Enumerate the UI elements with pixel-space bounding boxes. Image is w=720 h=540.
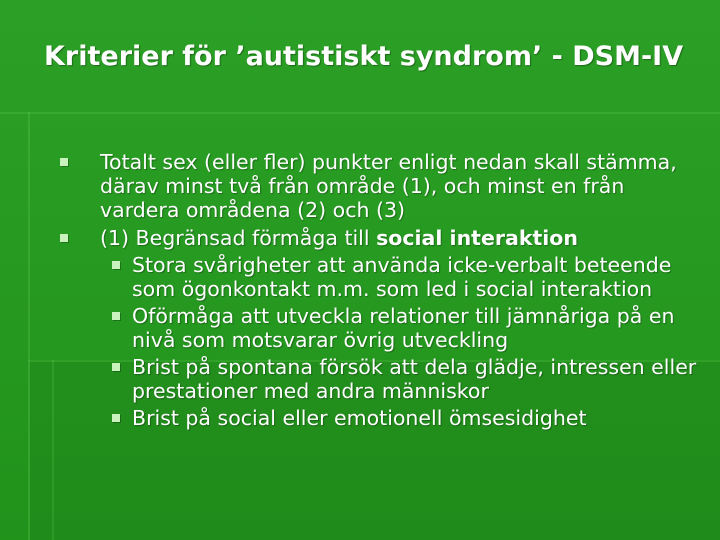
bullet-emphasis: social interaktion	[376, 226, 578, 250]
square-bullet-icon	[112, 261, 120, 269]
sub-bullet-item	[60, 304, 700, 352]
square-bullet-icon	[112, 312, 120, 320]
square-bullet-icon	[112, 414, 120, 422]
bullet-text: Stora svårigheter att använda icke-verbalt beteende som ögonkontakt m.m. som led i social interaktion	[132, 253, 672, 301]
square-bullet-icon	[60, 234, 68, 242]
decorative-horizontal-line	[0, 112, 720, 114]
bullet-text: Totalt sex (eller fler) punkter enligt nedan skall stämma, därav minst två från område (1), och minst en från vardera områdena (2) och (3)	[100, 150, 677, 222]
sub-bullet-item	[60, 355, 700, 403]
bullet-item	[60, 226, 700, 250]
slide-title: Kriterier för ’autistiskt syndrom’ - DSM-IV	[44, 41, 684, 72]
bullet-item	[60, 150, 700, 222]
bullet-text: Oförmåga att utveckla relationer till jämnåriga på en nivå som motsvarar övrig utveckling	[132, 304, 675, 352]
square-bullet-icon	[112, 363, 120, 371]
bullet-text: (1) Begränsad förmåga till	[100, 226, 377, 250]
sub-bullet-item	[60, 253, 700, 301]
square-bullet-icon	[60, 158, 68, 166]
decorative-vertical-line	[52, 360, 54, 540]
bullet-list	[60, 150, 700, 430]
sub-bullet-item	[60, 406, 700, 430]
bullet-text: Brist på spontana försök att dela glädje, intressen eller prestationer med andra människor	[132, 355, 697, 403]
bullet-text: Brist på social eller emotionell ömsesidighet	[132, 406, 587, 430]
